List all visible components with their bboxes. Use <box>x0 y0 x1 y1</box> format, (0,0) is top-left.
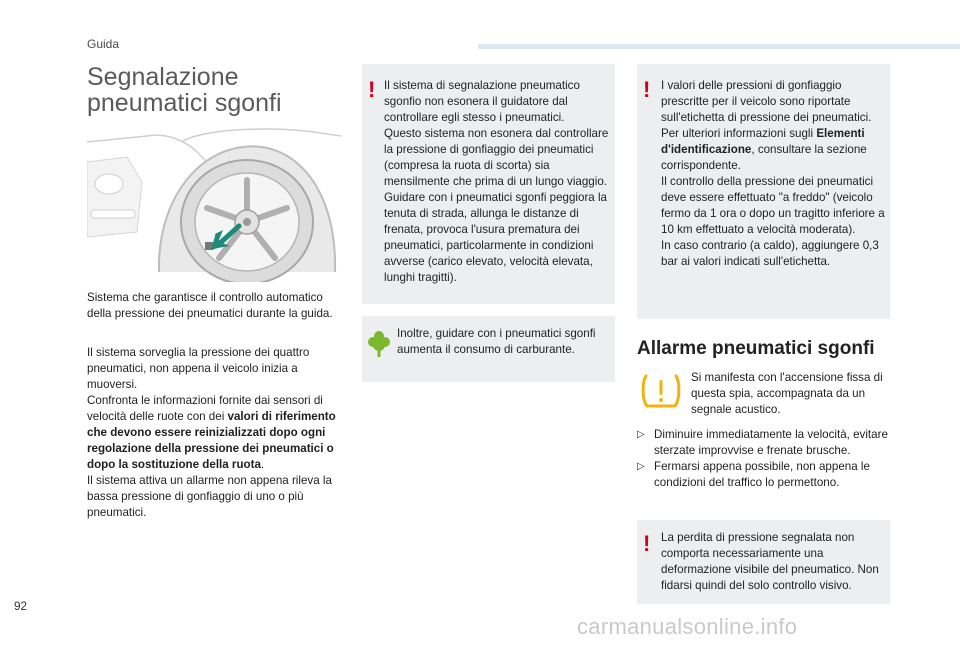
bullet-text: Diminuire immediatamente la velocità, evitare sterzate improvvise e frenate brusche. <box>654 428 888 457</box>
description-line-1: Il sistema sorveglia la pressione dei quattro pneumatici, non appena il veicolo inizia a muoversi. <box>87 346 310 391</box>
visual-check-warning-text: La perdita di pressione segnalata non comporta necessariamente una deformazione visibile del pneumatico. Non fidarsi quindi del solo controllo visivo. <box>661 531 879 592</box>
info-text-2b: , consultare la sezione corrispondente. <box>661 143 867 172</box>
description-line-2: Confronta le informazioni fornite dai sensori di velocità delle ruote con dei <box>87 394 323 423</box>
description-period: . <box>260 458 265 471</box>
page-number: 92 <box>14 600 27 613</box>
pressure-info-box <box>637 64 890 319</box>
visual-check-warning-box <box>637 520 890 604</box>
alarm-heading: Allarme pneumatici sgonfi <box>637 338 875 359</box>
bullet-marker-icon: ▷ <box>637 429 645 440</box>
header-bar <box>478 44 960 49</box>
warning-text-2: Questo sistema non esonera dal controllare la pressione di gonfiaggio dei pneumatici (compresa la ruota di scorta) sia mensilmente che prima di un lungo viaggio. <box>384 127 609 188</box>
car-wheel-illustration <box>87 122 341 282</box>
bullet-marker-icon: ▷ <box>637 461 645 472</box>
alarm-instructions <box>637 427 889 491</box>
list-item <box>637 427 889 459</box>
warning-icon: ! <box>368 77 376 102</box>
info-text-1: I valori delle pressioni di gonfiaggio prescritte per il veicolo sono riportate sull'etichetta di pressione dei pneumatici. <box>661 79 872 124</box>
eco-text: Inoltre, guidare con i pneumatici sgonfi aumenta il consumo di carburante. <box>397 327 596 356</box>
eco-box <box>362 316 615 382</box>
warning-box <box>362 64 615 304</box>
warning-text-1: Il sistema di segnalazione pneumatico sgonfio non esonera il guidatore dal controllare egli stesso i pneumatici. <box>384 79 580 124</box>
list-item <box>637 459 889 491</box>
info-text-3: Il controllo della pressione dei pneumatici deve essere effettuato "a freddo" (veicolo fermo da 1 ora o dopo un tragitto inferiore a 10 km effettuato a velocità moderata). <box>661 175 885 236</box>
info-text-2a: Per ulteriori informazioni sugli <box>661 127 814 140</box>
alarm-description: Si manifesta con l'accensione fissa di questa spia, accompagnata da un segnale acustico. <box>691 371 883 416</box>
description-bold: valori di riferimento che devono essere reinizializzati dopo ogni regolazione della pressione dei pneumatici o dopo la sostituzione della ruota <box>87 410 336 471</box>
warning-icon: ! <box>643 531 651 556</box>
system-description <box>87 345 343 521</box>
section-label: Guida <box>87 37 120 51</box>
page-title: Segnalazione pneumatici sgonfi <box>87 63 282 117</box>
watermark: carmanualsonline.info <box>577 614 798 639</box>
warning-text-3: Guidare con i pneumatici sgonfi peggiora la tenuta di strada, allunga le distanze di frenata, provoca l'usura prematura dei pneumatici, particolarmente in condizioni avverse (carico elevato, velocità elevata, lunghi tragitti). <box>384 191 607 284</box>
intro-paragraph: Sistema che garantisce il controllo automatico della pressione dei pneumatici durante la guida. <box>87 291 333 320</box>
eco-tree-icon <box>368 330 390 358</box>
info-text-bold: Elementi d'identificazione <box>661 127 865 156</box>
warning-icon: ! <box>643 77 651 102</box>
bullet-text: Fermarsi appena possibile, non appena le condizioni del traffico lo permettono. <box>654 460 870 489</box>
info-text-4: In caso contrario (a caldo), aggiungere 0,3 bar ai valori indicati sull'etichetta. <box>661 239 879 268</box>
description-line-3: Il sistema attiva un allarme non appena rileva la bassa pressione di gonfiaggio di uno o più pneumatici. <box>87 474 332 519</box>
tpms-warning-lamp-icon <box>640 372 682 412</box>
